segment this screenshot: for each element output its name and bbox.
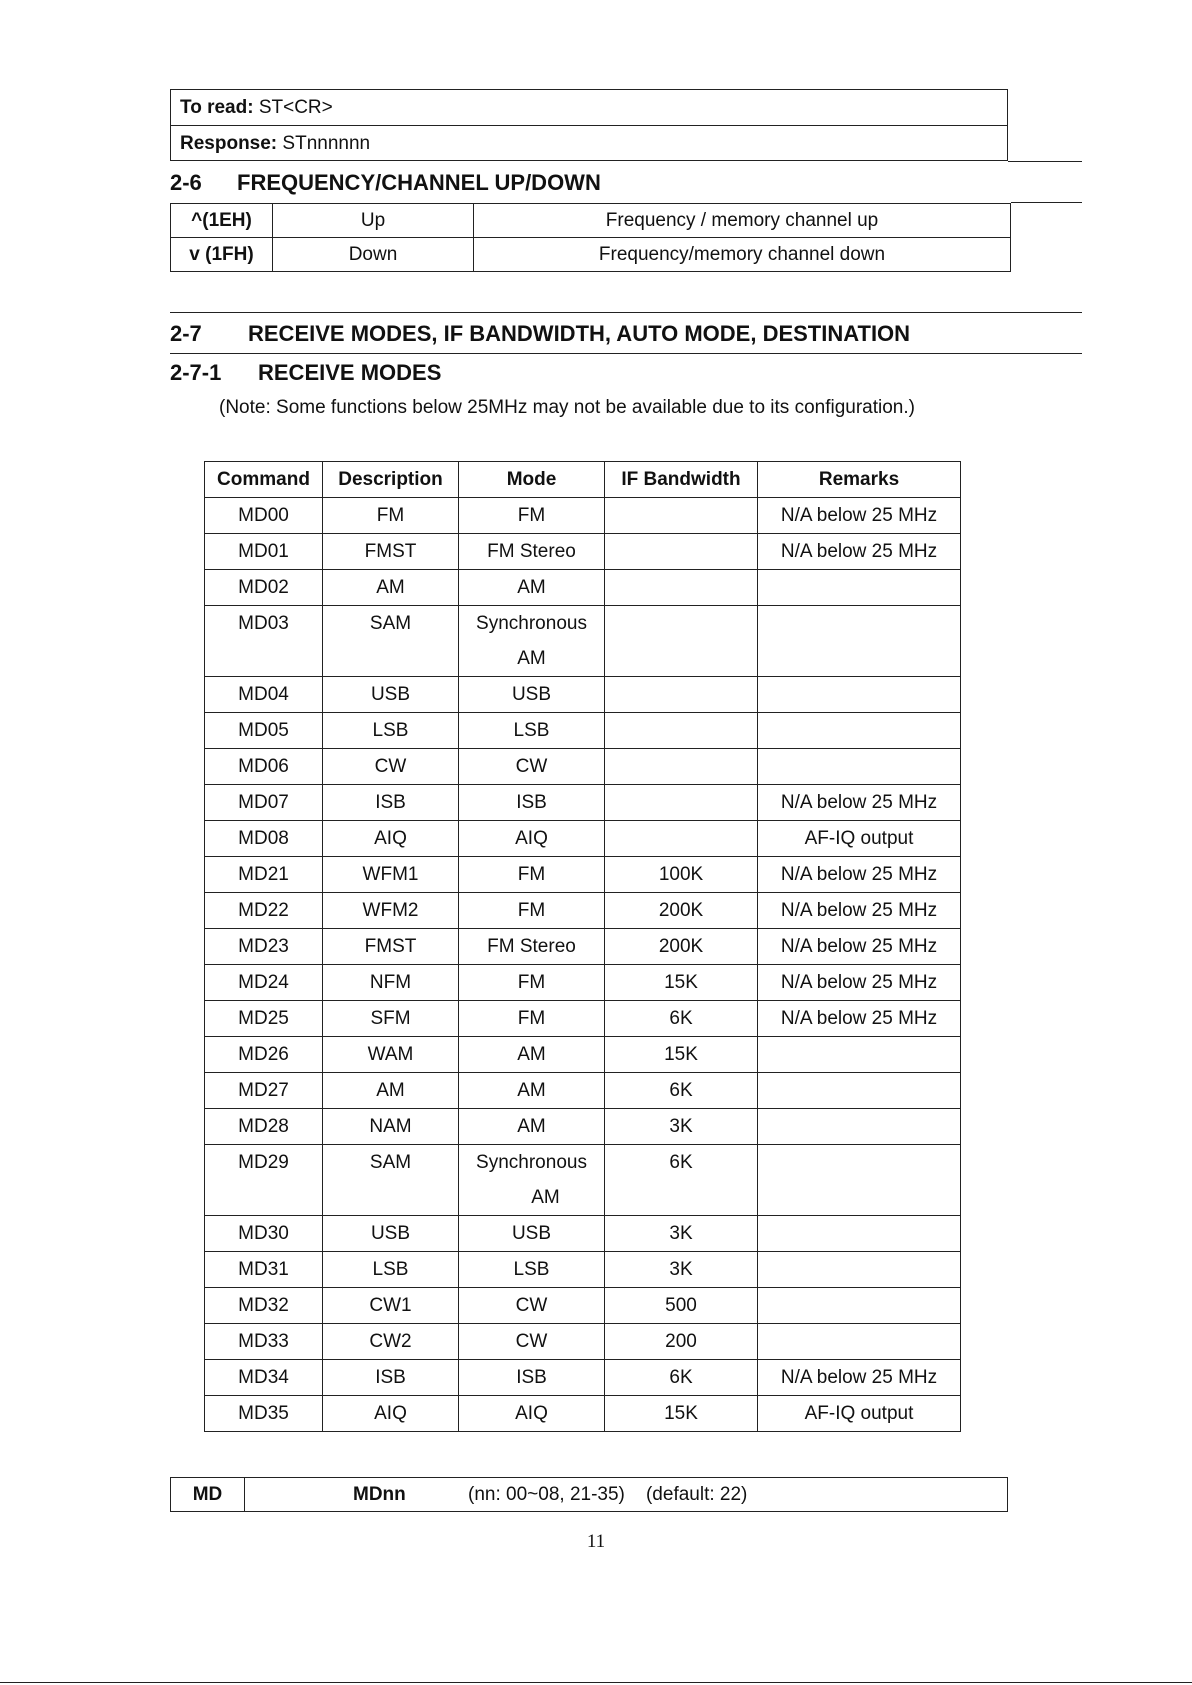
cell-mode: [459, 1037, 605, 1073]
cell-if-bandwidth: [605, 785, 758, 821]
section-title: FREQUENCY/CHANNEL UP/DOWN: [237, 170, 601, 195]
cell-command: MD26: [205, 1037, 323, 1073]
page-bottom-rule: [0, 1682, 1192, 1683]
cell-mode: [459, 785, 605, 821]
cell-mode: [459, 893, 605, 929]
header-if-bandwidth: IF Bandwidth: [605, 462, 758, 498]
cell-remarks: AF-IQ output: [758, 1396, 961, 1432]
section-number: 2-6: [170, 170, 202, 195]
cell-description: AIQ: [323, 821, 459, 857]
mode-line: ISB: [516, 1367, 547, 1388]
table-row: [205, 1252, 961, 1288]
cell-description: LSB: [323, 713, 459, 749]
cell-command: MD21: [205, 857, 323, 893]
md-command-box: [170, 1477, 1008, 1512]
cell-description: WAM: [323, 1037, 459, 1073]
cell-description: SAM: [323, 606, 459, 677]
read-label: To read:: [180, 97, 254, 118]
cell-remarks: [758, 1288, 961, 1324]
cell-description: WFM1: [323, 857, 459, 893]
cell-if-bandwidth: 200: [605, 1324, 758, 1360]
cell-if-bandwidth: 500: [605, 1288, 758, 1324]
cell-mode: [459, 857, 605, 893]
cell-remarks: [758, 749, 961, 785]
md-label: MD: [171, 1478, 245, 1511]
cell-description: FMST: [323, 534, 459, 570]
mode-line: USB: [511, 684, 552, 705]
cell-remarks: [758, 1252, 961, 1288]
table-row: [205, 1037, 961, 1073]
cell-command: MD22: [205, 893, 323, 929]
cell-remarks: N/A below 25 MHz: [758, 857, 961, 893]
md-format: MDnn: [353, 1484, 406, 1505]
command-key: v (1FH): [171, 238, 273, 272]
cell-command: MD25: [205, 1001, 323, 1037]
mode-line: CW: [515, 1295, 548, 1316]
table-row: [205, 1324, 961, 1360]
cell-description: AM: [323, 1073, 459, 1109]
cell-remarks: [758, 1073, 961, 1109]
cell-command: MD32: [205, 1288, 323, 1324]
cell-description: NAM: [323, 1109, 459, 1145]
command-name: Up: [273, 204, 474, 238]
mode-line: USB: [511, 1223, 552, 1244]
cell-command: MD00: [205, 498, 323, 534]
cell-if-bandwidth: [605, 570, 758, 606]
mode-line: CW: [515, 756, 548, 777]
section-2-7-heading: [170, 321, 1070, 347]
cell-remarks: [758, 1037, 961, 1073]
cell-mode: [459, 929, 605, 965]
table-row: [205, 498, 961, 534]
modes-table-body: [205, 498, 961, 1432]
cell-command: MD27: [205, 1073, 323, 1109]
divider: [170, 353, 1082, 354]
divider: [170, 312, 1082, 313]
cell-if-bandwidth: 3K: [605, 1109, 758, 1145]
mode-line: FM Stereo: [487, 541, 576, 562]
cell-description: AM: [323, 570, 459, 606]
cell-if-bandwidth: [605, 749, 758, 785]
cell-if-bandwidth: [605, 821, 758, 857]
cell-description: ISB: [323, 785, 459, 821]
cell-command: MD02: [205, 570, 323, 606]
cell-if-bandwidth: 200K: [605, 929, 758, 965]
section-title: RECEIVE MODES: [258, 360, 442, 385]
cell-command: MD30: [205, 1216, 323, 1252]
mode-line-2: AM: [517, 648, 546, 669]
cell-mode: [459, 749, 605, 785]
section-title: RECEIVE MODES, IF BANDWIDTH, AUTO MODE, DESTINATION: [248, 321, 911, 346]
cell-remarks: N/A below 25 MHz: [758, 965, 961, 1001]
table-row: [205, 1360, 961, 1396]
cell-mode: [459, 713, 605, 749]
table-row: [205, 821, 961, 857]
header-description: Description: [323, 462, 459, 498]
table-row: [205, 965, 961, 1001]
cell-mode: [459, 1109, 605, 1145]
cell-command: MD05: [205, 713, 323, 749]
config-note: (Note: Some functions below 25MHz may not be available due to its configuration.): [219, 397, 915, 418]
cell-remarks: N/A below 25 MHz: [758, 1360, 961, 1396]
mode-line: AIQ: [515, 1403, 548, 1424]
cell-mode: [459, 1073, 605, 1109]
cell-remarks: [758, 713, 961, 749]
cell-mode: [459, 570, 605, 606]
table-row: [205, 570, 961, 606]
mode-line: FM: [517, 1008, 546, 1029]
response-row: [171, 125, 1007, 160]
cell-description: FM: [323, 498, 459, 534]
cell-if-bandwidth: [605, 606, 758, 677]
cell-description: CW1: [323, 1288, 459, 1324]
cell-mode: [459, 1396, 605, 1432]
cell-mode: [459, 1252, 605, 1288]
md-detail: (nn: 00~08, 21-35) (default: 22): [468, 1484, 748, 1505]
table-row: [205, 1396, 961, 1432]
cell-remarks: [758, 1324, 961, 1360]
cell-remarks: N/A below 25 MHz: [758, 929, 961, 965]
cell-if-bandwidth: 3K: [605, 1252, 758, 1288]
cell-mode: [459, 965, 605, 1001]
section-2-7-1-heading: [170, 360, 770, 386]
cell-if-bandwidth: [605, 713, 758, 749]
cell-remarks: [758, 1145, 961, 1216]
cell-if-bandwidth: [605, 498, 758, 534]
read-row: [171, 90, 1007, 125]
cell-command: MD04: [205, 677, 323, 713]
table-row: [205, 713, 961, 749]
mode-line: FM: [517, 864, 546, 885]
cell-mode: [459, 534, 605, 570]
mode-line: AIQ: [515, 828, 548, 849]
section-2-6-heading: [170, 170, 770, 196]
cell-remarks: AF-IQ output: [758, 821, 961, 857]
divider: [1011, 202, 1082, 203]
divider: [1008, 161, 1082, 162]
cell-if-bandwidth: 100K: [605, 857, 758, 893]
cell-command: MD08: [205, 821, 323, 857]
cell-if-bandwidth: [605, 534, 758, 570]
cell-command: MD35: [205, 1396, 323, 1432]
cell-remarks: [758, 1109, 961, 1145]
cell-description: AIQ: [323, 1396, 459, 1432]
mode-line: Synchronous: [476, 1152, 587, 1173]
cell-if-bandwidth: 3K: [605, 1216, 758, 1252]
cell-command: MD06: [205, 749, 323, 785]
cell-command: MD29: [205, 1145, 323, 1216]
table-row: [205, 785, 961, 821]
command-name: Down: [273, 238, 474, 272]
mode-line: FM: [517, 505, 546, 526]
mode-line: AM: [517, 577, 546, 598]
cell-mode: [459, 1288, 605, 1324]
table-row: [205, 677, 961, 713]
cell-if-bandwidth: 6K: [605, 1001, 758, 1037]
cell-remarks: N/A below 25 MHz: [758, 534, 961, 570]
mode-line: LSB: [513, 1259, 550, 1280]
table-row: [171, 204, 1011, 238]
cell-if-bandwidth: 15K: [605, 1037, 758, 1073]
cell-description: CW2: [323, 1324, 459, 1360]
cell-if-bandwidth: 15K: [605, 1396, 758, 1432]
header-remarks: Remarks: [758, 462, 961, 498]
mode-line: CW: [515, 1331, 548, 1352]
table-row: [205, 749, 961, 785]
read-value: ST<CR>: [258, 97, 333, 118]
cell-description: CW: [323, 749, 459, 785]
header-command: Command: [205, 462, 323, 498]
command-desc: Frequency / memory channel up: [474, 204, 1011, 238]
cell-remarks: N/A below 25 MHz: [758, 893, 961, 929]
cell-mode: [459, 1324, 605, 1360]
cell-if-bandwidth: [605, 677, 758, 713]
cell-description: ISB: [323, 1360, 459, 1396]
cell-command: MD03: [205, 606, 323, 677]
cell-mode: [459, 1145, 605, 1216]
cell-command: MD28: [205, 1109, 323, 1145]
mode-line: AM: [517, 1116, 546, 1137]
cell-mode: [459, 498, 605, 534]
mode-line: LSB: [513, 720, 550, 741]
cell-description: WFM2: [323, 893, 459, 929]
command-desc: Frequency/memory channel down: [474, 238, 1011, 272]
cell-if-bandwidth: 6K: [605, 1360, 758, 1396]
table-row: [205, 606, 961, 677]
table-row: [205, 1109, 961, 1145]
cell-mode: [459, 677, 605, 713]
response-label: Response:: [180, 133, 278, 154]
cell-remarks: [758, 570, 961, 606]
cell-mode: [459, 1360, 605, 1396]
table-row: [205, 1288, 961, 1324]
cell-mode: [459, 1001, 605, 1037]
cell-description: SFM: [323, 1001, 459, 1037]
cell-mode: [459, 821, 605, 857]
table-row: [205, 1145, 961, 1216]
section-number: 2-7-1: [170, 360, 222, 385]
cell-description: USB: [323, 1216, 459, 1252]
cell-command: MD23: [205, 929, 323, 965]
cell-mode: [459, 1216, 605, 1252]
table-row: [205, 929, 961, 965]
cell-command: MD01: [205, 534, 323, 570]
response-value: STnnnnnn: [282, 133, 371, 154]
cell-description: USB: [323, 677, 459, 713]
cell-command: MD33: [205, 1324, 323, 1360]
mode-line: FM: [517, 900, 546, 921]
table-row: [205, 857, 961, 893]
cell-remarks: [758, 677, 961, 713]
cell-remarks: N/A below 25 MHz: [758, 1001, 961, 1037]
table-row: [205, 1001, 961, 1037]
read-response-box: [170, 89, 1008, 161]
table-row: [205, 534, 961, 570]
table-row: [205, 893, 961, 929]
cell-if-bandwidth: 15K: [605, 965, 758, 1001]
mode-line: AM: [517, 1044, 546, 1065]
table-row: [205, 1073, 961, 1109]
cell-remarks: N/A below 25 MHz: [758, 498, 961, 534]
section-number: 2-7: [170, 321, 202, 346]
cell-description: FMST: [323, 929, 459, 965]
cell-command: MD31: [205, 1252, 323, 1288]
cell-remarks: N/A below 25 MHz: [758, 785, 961, 821]
cell-mode: [459, 606, 605, 677]
page-number: 11: [586, 1531, 606, 1552]
header-mode: Mode: [459, 462, 605, 498]
mode-line: ISB: [516, 792, 547, 813]
cell-if-bandwidth: 200K: [605, 893, 758, 929]
cell-remarks: [758, 1216, 961, 1252]
table-row: [171, 238, 1011, 272]
mode-line: AM: [517, 1080, 546, 1101]
cell-command: MD07: [205, 785, 323, 821]
command-key: ^(1EH): [171, 204, 273, 238]
receive-modes-table: [204, 461, 961, 1432]
mode-line-2: AM: [531, 1187, 560, 1208]
cell-remarks: [758, 606, 961, 677]
table-row: [205, 1216, 961, 1252]
mode-line: FM: [517, 972, 546, 993]
mode-line: Synchronous: [476, 613, 587, 634]
up-down-table: [170, 203, 1011, 272]
cell-if-bandwidth: 6K: [605, 1073, 758, 1109]
cell-command: MD34: [205, 1360, 323, 1396]
cell-command: MD24: [205, 965, 323, 1001]
cell-if-bandwidth: 6K: [605, 1145, 758, 1216]
cell-description: SAM: [323, 1145, 459, 1216]
table-header-row: [205, 462, 961, 498]
cell-description: LSB: [323, 1252, 459, 1288]
cell-description: NFM: [323, 965, 459, 1001]
mode-line: FM Stereo: [487, 936, 576, 957]
